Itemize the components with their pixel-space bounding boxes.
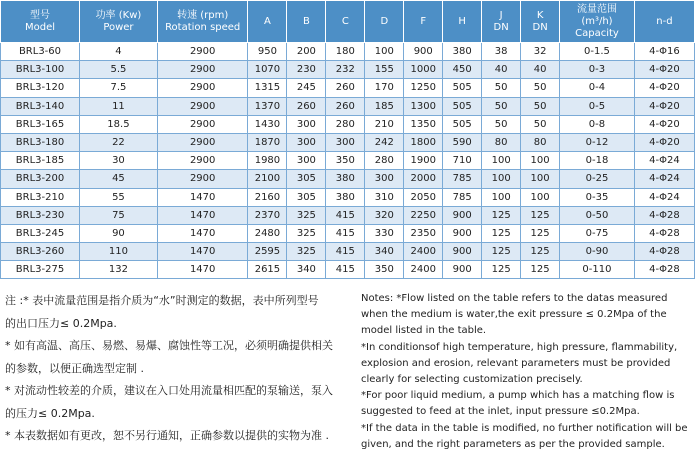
table-cell: 2350 <box>404 224 443 242</box>
table-cell: 1000 <box>404 61 443 79</box>
table-cell: 900 <box>443 206 482 224</box>
column-header-line1: 流量范围 (m³/h) <box>576 3 617 27</box>
table-cell: 50 <box>521 97 560 115</box>
table-cell: 1870 <box>248 133 287 151</box>
table-cell: BRL3-120 <box>1 79 80 97</box>
table-cell: 2595 <box>248 243 287 261</box>
column-header-line1: F <box>420 15 427 27</box>
table-cell: 950 <box>248 43 287 61</box>
table-cell: 415 <box>326 224 365 242</box>
table-cell: 0-35 <box>560 188 635 206</box>
table-cell: 4-Φ24 <box>634 170 694 188</box>
table-cell: BRL3-210 <box>1 188 80 206</box>
column-header <box>287 1 326 43</box>
table-cell: 125 <box>482 206 521 224</box>
note-cn-line: 的压力≤ 0.2Mpa. <box>5 406 95 420</box>
column-header <box>560 1 635 43</box>
column-header-line1: J <box>499 9 503 21</box>
table-cell: BRL3-165 <box>1 115 80 133</box>
table-cell: 0-8 <box>560 115 635 133</box>
table-cell: 125 <box>482 243 521 261</box>
table-cell: 132 <box>79 261 157 279</box>
column-header-line1: H <box>458 15 466 27</box>
table-cell: 2100 <box>248 170 287 188</box>
note-cn-line: 的出口压力≤ 0.2Mpa. <box>5 316 117 330</box>
table-row <box>1 79 695 97</box>
table-cell: 110 <box>79 243 157 261</box>
table-cell: 900 <box>443 243 482 261</box>
table-cell: 2050 <box>404 188 443 206</box>
table-cell: 505 <box>443 79 482 97</box>
table-cell: 185 <box>365 97 404 115</box>
table-cell: 0-90 <box>560 243 635 261</box>
table-row <box>1 170 695 188</box>
table-cell: 310 <box>365 188 404 206</box>
table-cell: 4-Φ20 <box>634 115 694 133</box>
table-row <box>1 61 695 79</box>
table-cell: 0-3 <box>560 61 635 79</box>
column-header-line1: 转速 (rpm) <box>177 9 229 21</box>
table-cell: 18.5 <box>79 115 157 133</box>
table-row <box>1 43 695 61</box>
table-row <box>1 133 695 151</box>
table-cell: 0-25 <box>560 170 635 188</box>
column-header <box>1 1 80 43</box>
table-cell: 0-110 <box>560 261 635 279</box>
table-cell: 100 <box>482 170 521 188</box>
column-header <box>443 1 482 43</box>
table-cell: 1900 <box>404 152 443 170</box>
column-header-line2: Model <box>24 21 55 33</box>
table-cell: BRL3-200 <box>1 170 80 188</box>
table-cell: 4-Φ20 <box>634 61 694 79</box>
table-cell: 45 <box>79 170 157 188</box>
table-cell: 0-1.5 <box>560 43 635 61</box>
table-cell: 30 <box>79 152 157 170</box>
table-cell: 210 <box>365 115 404 133</box>
table-cell: 2900 <box>157 133 248 151</box>
table-cell: 100 <box>365 43 404 61</box>
table-cell: 0-12 <box>560 133 635 151</box>
table-cell: 1300 <box>404 97 443 115</box>
table-cell: 4-Φ20 <box>634 133 694 151</box>
notes-chinese <box>5 290 350 448</box>
table-cell: 325 <box>287 243 326 261</box>
table-cell: 280 <box>326 115 365 133</box>
table-cell: 2400 <box>404 243 443 261</box>
table-cell: 4-Φ28 <box>634 261 694 279</box>
table-cell: 1070 <box>248 61 287 79</box>
table-cell: 4-Φ28 <box>634 243 694 261</box>
table-cell: 320 <box>365 206 404 224</box>
column-header-line1: D <box>380 15 389 27</box>
column-header <box>157 1 248 43</box>
table-cell: 2250 <box>404 206 443 224</box>
table-cell: 80 <box>482 133 521 151</box>
table-cell: 100 <box>521 170 560 188</box>
table-cell: 0-18 <box>560 152 635 170</box>
table-cell: 590 <box>443 133 482 151</box>
table-cell: 4-Φ24 <box>634 152 694 170</box>
table-row <box>1 115 695 133</box>
table-cell: 450 <box>443 61 482 79</box>
table-cell: 415 <box>326 206 365 224</box>
table-cell: 170 <box>365 79 404 97</box>
table-cell: 242 <box>365 133 404 151</box>
table-cell: 900 <box>443 224 482 242</box>
table-cell: 180 <box>326 43 365 61</box>
column-header <box>248 1 287 43</box>
table-cell: 4-Φ28 <box>634 206 694 224</box>
table-cell: 260 <box>287 97 326 115</box>
table-cell: BRL3-230 <box>1 206 80 224</box>
table-cell: 1800 <box>404 133 443 151</box>
table-cell: 2900 <box>157 79 248 97</box>
table-cell: 5.5 <box>79 61 157 79</box>
column-header-line1: B <box>302 15 310 27</box>
table-row <box>1 152 695 170</box>
table-cell: BRL3-260 <box>1 243 80 261</box>
table-cell: 1470 <box>157 188 248 206</box>
column-header-line1: K <box>536 9 544 21</box>
table-cell: 0-5 <box>560 97 635 115</box>
column-header <box>326 1 365 43</box>
notes-english <box>361 291 691 453</box>
column-header-line1: A <box>264 15 271 27</box>
table-cell: 230 <box>287 61 326 79</box>
table-cell: 280 <box>365 152 404 170</box>
table-cell: BRL3-245 <box>1 224 80 242</box>
table-row <box>1 97 695 115</box>
note-cn-line: * 对流动性较差的介质，建议在入口处用流量相匹配的泵输送，泵入 <box>5 384 333 397</box>
table-cell: 245 <box>287 79 326 97</box>
note-cn-line: * 本表数据如有更改，恕不另行通知，正确参数以提供的实物为准 . <box>5 429 329 442</box>
table-cell: 100 <box>482 152 521 170</box>
table-cell: 125 <box>521 206 560 224</box>
table-cell: 340 <box>365 243 404 261</box>
table-row <box>1 188 695 206</box>
table-cell: 4-Φ24 <box>634 188 694 206</box>
table-cell: 325 <box>287 224 326 242</box>
table-cell: 125 <box>521 261 560 279</box>
table-cell: 4-Φ20 <box>634 97 694 115</box>
column-header <box>482 1 521 43</box>
table-cell: 785 <box>443 170 482 188</box>
table-cell: 38 <box>482 43 521 61</box>
table-cell: 300 <box>326 133 365 151</box>
table-cell: 2370 <box>248 206 287 224</box>
table-cell: 380 <box>443 43 482 61</box>
table-cell: 340 <box>287 261 326 279</box>
table-cell: 1370 <box>248 97 287 115</box>
table-cell: 32 <box>521 43 560 61</box>
table-row <box>1 261 695 279</box>
table-cell: 300 <box>287 133 326 151</box>
table-cell: 900 <box>404 43 443 61</box>
table-cell: 305 <box>287 170 326 188</box>
table-cell: 1430 <box>248 115 287 133</box>
table-cell: 0-75 <box>560 224 635 242</box>
table-cell: 1350 <box>404 115 443 133</box>
table-cell: 2480 <box>248 224 287 242</box>
table-cell: 7.5 <box>79 79 157 97</box>
table-cell: 300 <box>287 115 326 133</box>
column-header-line2: Rotation speed <box>165 21 241 33</box>
table-cell: 100 <box>521 152 560 170</box>
table-cell: 4-Φ20 <box>634 79 694 97</box>
table-cell: 100 <box>482 188 521 206</box>
table-cell: 100 <box>521 188 560 206</box>
table-cell: 200 <box>287 43 326 61</box>
note-cn-line: 注 :* 表中流量范围是指介质为“水”时测定的数据，表中所列型号 <box>5 294 319 307</box>
table-row <box>1 224 695 242</box>
column-header-line2: DN <box>493 21 509 33</box>
table-cell: 22 <box>79 133 157 151</box>
table-cell: 50 <box>482 79 521 97</box>
table-cell: 125 <box>482 261 521 279</box>
table-cell: 260 <box>326 97 365 115</box>
note-en-paragraph: *In conditionsof high temperature, high pressure, flammability, explosion and erosion, relevant parameters must be provided clearly for selecting customization precisely. <box>361 341 678 386</box>
table-cell: 380 <box>326 188 365 206</box>
table-cell: 125 <box>482 224 521 242</box>
table-cell: 2160 <box>248 188 287 206</box>
table-cell: 50 <box>521 115 560 133</box>
table-cell: 2900 <box>157 170 248 188</box>
note-cn-line: 的参数，以便正确选型定制 . <box>5 361 144 375</box>
table-cell: BRL3-180 <box>1 133 80 151</box>
table-cell: 305 <box>287 188 326 206</box>
table-cell: 1470 <box>157 224 248 242</box>
table-cell: 0-4 <box>560 79 635 97</box>
table-cell: 50 <box>482 97 521 115</box>
table-row <box>1 206 695 224</box>
table-cell: 2900 <box>157 61 248 79</box>
table-cell: 2900 <box>157 152 248 170</box>
table-cell: 900 <box>443 261 482 279</box>
table-cell: 300 <box>287 152 326 170</box>
table-cell: 4 <box>79 43 157 61</box>
column-header-line1: 功率 (Kw) <box>95 9 142 21</box>
table-cell: 2615 <box>248 261 287 279</box>
table-cell: 50 <box>521 79 560 97</box>
table-cell: BRL3-60 <box>1 43 80 61</box>
column-header-line2: Power <box>103 21 134 33</box>
column-header-line1: 型号 <box>29 9 50 21</box>
table-cell: 40 <box>482 61 521 79</box>
column-header-line1: C <box>341 15 349 27</box>
table-cell: 125 <box>521 243 560 261</box>
column-header-line2: DN <box>532 21 548 33</box>
table-cell: 232 <box>326 61 365 79</box>
table-cell: 1470 <box>157 206 248 224</box>
table-cell: 505 <box>443 115 482 133</box>
table-header-row <box>1 1 695 43</box>
column-header-line1: n-d <box>656 15 673 27</box>
table-cell: 330 <box>365 224 404 242</box>
table-cell: 1980 <box>248 152 287 170</box>
table-cell: 1315 <box>248 79 287 97</box>
table-cell: 4-Φ16 <box>634 43 694 61</box>
table-cell: 0-50 <box>560 206 635 224</box>
table-cell: 260 <box>326 79 365 97</box>
column-header <box>404 1 443 43</box>
table-cell: 2900 <box>157 115 248 133</box>
table-cell: 2900 <box>157 43 248 61</box>
table-cell: 90 <box>79 224 157 242</box>
table-cell: 350 <box>326 152 365 170</box>
table-cell: 55 <box>79 188 157 206</box>
table-cell: 1470 <box>157 243 248 261</box>
table-cell: 40 <box>521 61 560 79</box>
table-cell: 505 <box>443 97 482 115</box>
table-cell: 2900 <box>157 97 248 115</box>
table-cell: 415 <box>326 243 365 261</box>
table-cell: 300 <box>365 170 404 188</box>
column-header <box>521 1 560 43</box>
table-cell: BRL3-185 <box>1 152 80 170</box>
table-cell: 350 <box>365 261 404 279</box>
table-cell: 4-Φ28 <box>634 224 694 242</box>
table-cell: BRL3-140 <box>1 97 80 115</box>
column-header-line2: Capacity <box>575 27 619 39</box>
table-cell: 380 <box>326 170 365 188</box>
column-header <box>79 1 157 43</box>
table-cell: 785 <box>443 188 482 206</box>
column-header <box>634 1 694 43</box>
table-cell: 125 <box>521 224 560 242</box>
table-cell: 325 <box>287 206 326 224</box>
table-cell: 155 <box>365 61 404 79</box>
column-header <box>365 1 404 43</box>
table-cell: 2000 <box>404 170 443 188</box>
table-row <box>1 243 695 261</box>
note-en-paragraph: *If the data in the table is modified, no further notification will be given, and the right parameters as per the provided sample. <box>361 422 688 450</box>
table-body <box>1 43 695 279</box>
table-cell: 415 <box>326 261 365 279</box>
note-cn-line: * 如有高温、高压、易燃、易爆、腐蚀性等工况，必须明确提供相关 <box>5 339 333 352</box>
table-cell: 11 <box>79 97 157 115</box>
table-cell: BRL3-100 <box>1 61 80 79</box>
table-cell: 1250 <box>404 79 443 97</box>
table-cell: 710 <box>443 152 482 170</box>
table-cell: 75 <box>79 206 157 224</box>
note-en-paragraph: *For poor liquid medium, a pump which has a matching flow is suggested to feed at the inlet, input pressure ≤0.2Mpa. <box>361 390 675 418</box>
note-en-paragraph: Notes: *Flow listed on the table refers to the datas measured when the medium is water,the exit pressure ≤ 0.2Mpa of the model listed in the table. <box>361 293 668 337</box>
table-cell: 80 <box>521 133 560 151</box>
table-cell: 50 <box>482 115 521 133</box>
table-cell: 2400 <box>404 261 443 279</box>
table-cell: BRL3-275 <box>1 261 80 279</box>
table-cell: 1470 <box>157 261 248 279</box>
